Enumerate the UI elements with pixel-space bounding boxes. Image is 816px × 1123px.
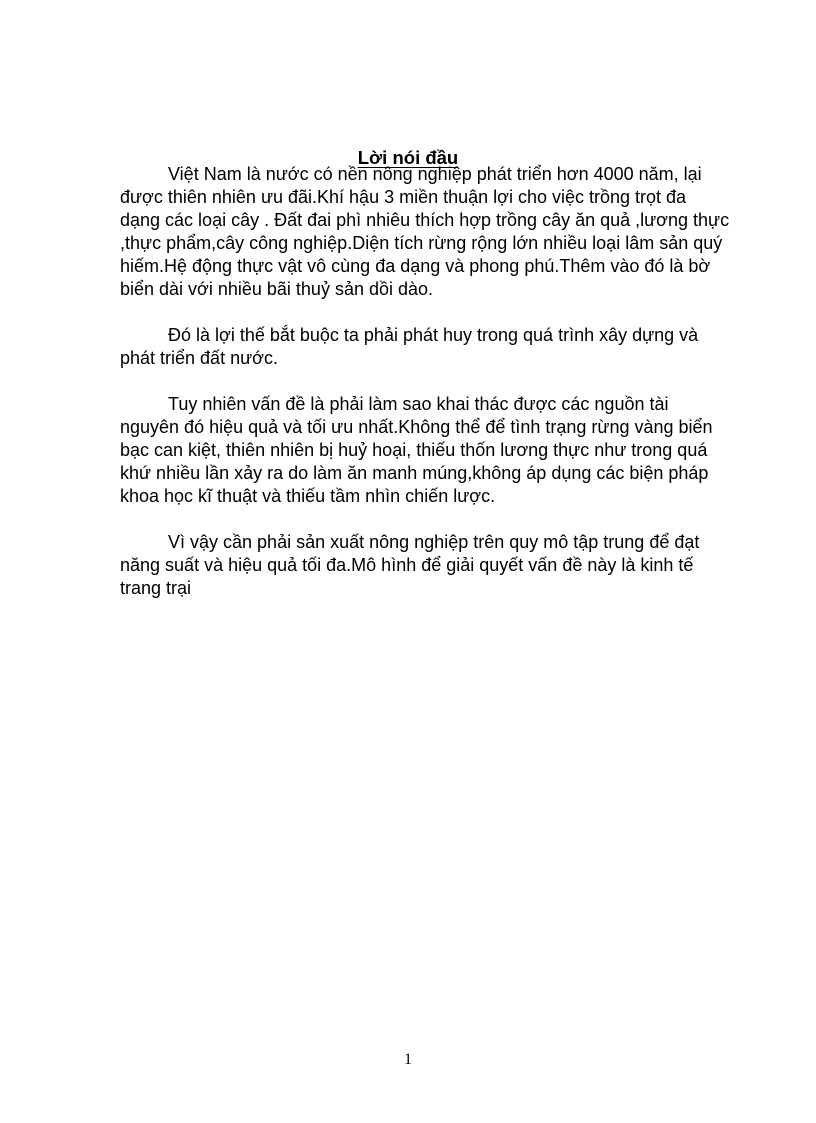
paragraph-3: Tuy nhiên vấn đề là phải làm sao khai thác được các nguồn tài nguyên đó hiệu quả và tối ưu nhất.Không thể để tình trạng rừng vàng biển bạc can kiệt, thiên nhiên bị huỷ hoại, thiếu thốn lương thực như trong quá khứ nhiều lần xảy ra do làm ăn manh múng,không áp dụng các biện pháp khoa học kĩ thuật và thiếu tầm nhìn chiến lược. [120,394,713,506]
document-title: Lời nói đầu [357,147,459,168]
paragraph-2: Đó là lợi thế bắt buộc ta phải phát huy trong quá trình xây dựng và phát triển đất nước. [120,325,699,368]
page-number: 1 [404,1051,412,1068]
document-body [120,163,730,623]
paragraph-1: Việt Nam là nước có nền nông nghiệp phát triển hơn 4000 năm, lại được thiên nhiên ưu đãi.Khí hậu 3 miền thuận lợi cho việc trồng trọt đa dạng các loại cây . Đất đai phì nhiêu thích hợp trồng cây ăn quả ,lương thực ,thực phẩm,cây công nghiệp.Diện tích rừng rộng lớn nhiều loại lâm sản quý hiếm.Hệ động thực vật vô cùng đa dạng và phong phú.Thêm vào đó là bờ biển dài với nhiều bãi thuỷ sản dồi dào. [120,164,730,299]
paragraph-4: Vì vậy cần phải sản xuất nông nghiệp trên quy mô tập trung để đạt năng suất và hiệu quả tối đa.Mô hình để giải quyết vấn đề này là kinh tế trang trại [120,532,700,598]
